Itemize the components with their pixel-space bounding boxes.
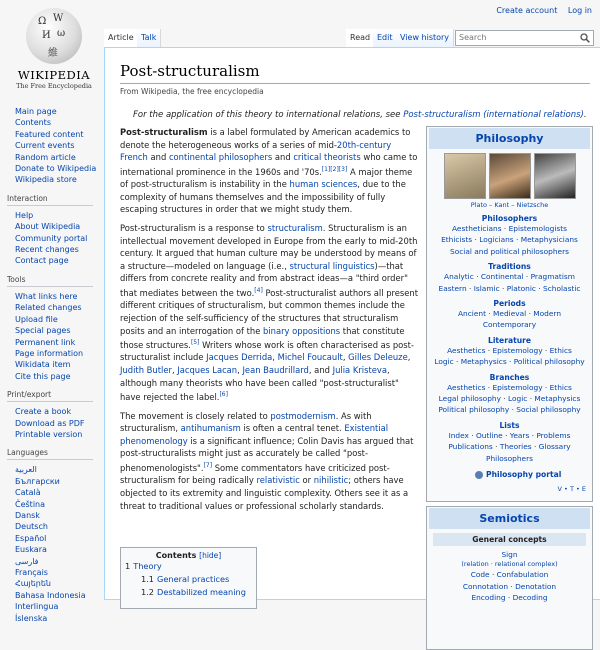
separator-dot: · [529, 430, 537, 440]
navbox-line [427, 271, 592, 282]
toc-number: 1 [125, 561, 131, 571]
hatnote [133, 110, 587, 120]
language-link[interactable]: Íslenska [15, 613, 48, 623]
navbox-link[interactable]: Problems [536, 430, 571, 440]
text: , [171, 365, 178, 376]
navbox-section-heading[interactable]: Periods [493, 299, 526, 309]
text: , [237, 365, 243, 376]
language-link[interactable]: Čeština [15, 499, 46, 509]
text: Post-structuralism is a response to [120, 222, 268, 233]
navbox-link[interactable]: Aesthetics [447, 382, 486, 392]
separator-dot: · [485, 309, 494, 319]
navbox-link[interactable]: Islamic [473, 283, 500, 293]
sidebar-print-export [0, 390, 104, 440]
paragraph [120, 126, 420, 216]
language-link[interactable]: Български [15, 476, 60, 486]
toc-header [121, 551, 256, 560]
toc-item[interactable] [121, 573, 256, 586]
link-human-sciences[interactable]: human sciences [289, 179, 358, 190]
semiotics-sign-note[interactable]: (relation · relational complex) [461, 560, 558, 569]
text: , [342, 352, 349, 363]
language-link[interactable]: Dansk [15, 510, 40, 520]
sidebar-item-special-pages[interactable]: Special pages [15, 326, 71, 336]
semiotics-line [427, 581, 592, 592]
navbox-link[interactable]: Ethicists [441, 235, 473, 245]
navbox-line [427, 382, 592, 393]
navbox-line [427, 246, 592, 257]
toc-number: 1.2 [141, 587, 155, 597]
sidebar-item-download-pdf[interactable]: Download as PDF [15, 418, 85, 428]
navbox-link[interactable]: Publications [448, 442, 493, 452]
link-binary-oppositions[interactable]: binary oppositions [263, 325, 341, 336]
text: , and [308, 365, 333, 376]
semiotics-lines [427, 569, 592, 603]
sidebar-interaction [0, 194, 104, 267]
navbox-link[interactable]: Eastern [438, 283, 467, 293]
sidebar-item-upload-file[interactable]: Upload file [15, 314, 58, 324]
search-input[interactable] [455, 30, 594, 46]
navbox-line [427, 393, 592, 404]
link-structuralism[interactable]: structuralism [267, 222, 323, 233]
separator-dot: · [500, 394, 509, 404]
navbox-line [427, 453, 592, 464]
language-link[interactable]: Español [15, 533, 47, 543]
semiotics-navbox [426, 506, 593, 650]
navbox-link[interactable]: Index [448, 430, 469, 440]
sidebar-languages [0, 448, 104, 624]
navbox-link[interactable]: Metaphysics [460, 357, 507, 367]
language-link[interactable]: Հայերեն [15, 579, 51, 589]
text: is often a central tenet. [240, 423, 345, 434]
link-jacques-derrida[interactable]: Jacques Derrida [206, 352, 273, 363]
puzzle-globe-icon: Ω W И ω 維 [26, 8, 82, 64]
sidebar-tools [0, 275, 104, 382]
navbox-link[interactable]: Glossary [538, 442, 571, 452]
sidebar [0, 104, 104, 632]
hatnote-end: . [583, 110, 587, 120]
nietzsche-portrait[interactable] [534, 153, 576, 199]
sidebar-item-recent-changes[interactable]: Recent changes [15, 245, 79, 255]
sidebar-item-donate[interactable]: Donate to Wikipedia [15, 164, 97, 174]
separator-dot: · [468, 430, 476, 440]
language-link[interactable]: Français [15, 568, 48, 577]
title-divider [120, 83, 590, 84]
sidebar-item-contact-page[interactable]: Contact page [15, 256, 69, 266]
link-existential-phenomenology[interactable]: Existential phenomenology [120, 423, 389, 446]
text: , due to the complexity of humans themselves and the impossibility of fully escaping structures in order that we might study them. [120, 179, 406, 215]
navbox-sections [427, 214, 592, 464]
toc-title: Contents [155, 551, 197, 560]
sidebar-item-help[interactable]: Help [15, 210, 34, 220]
text: is a significant influence; Colin Davis has argued that post-structuralists might just as accurately be called "post-phenomenologists". [120, 435, 414, 473]
citation[interactable]: [5] [190, 339, 200, 347]
navbox-line [427, 404, 592, 415]
tab-edit[interactable]: Edit [373, 29, 398, 47]
tab-read[interactable]: Read [346, 29, 375, 47]
semiotics-link[interactable]: Code [470, 570, 490, 580]
navbox-link[interactable]: Logic [508, 394, 528, 404]
navbox-link[interactable]: Social and political philosophers [450, 246, 569, 256]
navbox-vte-links[interactable]: V • T • E [557, 485, 586, 494]
text: and [272, 152, 294, 163]
navbox-link[interactable]: Logicians [479, 235, 514, 245]
navbox-link[interactable]: Continental [480, 272, 524, 282]
logo-tagline: The Free Encyclopedia [16, 82, 92, 90]
language-link[interactable]: Interlingua [15, 602, 59, 612]
text: is a label formulated by American academics to denote the heterogeneous works of a series of mid- [120, 127, 411, 150]
separator-dot: · [506, 357, 514, 367]
link-structural-linguistics[interactable]: structural linguistics [289, 260, 375, 271]
separator-dot: · [501, 224, 509, 233]
paragraph [120, 222, 420, 404]
link-gilles-deleuze[interactable]: Gilles Deleuze [348, 352, 408, 363]
philosophy-navbox [426, 126, 593, 502]
semiotics-link[interactable]: Encoding [471, 593, 506, 603]
navbox-link[interactable]: Pragmatism [530, 272, 575, 282]
link-20th-century-french[interactable]: 20th-century French [120, 139, 392, 163]
language-link[interactable]: Català [15, 488, 41, 498]
portrait-caption[interactable]: Plato – Kant – Nietzsche [470, 201, 549, 209]
separator-dot: · [509, 405, 517, 415]
logo-wordmark: WIKIPEDIA [17, 68, 91, 82]
sidebar-item-page-information[interactable]: Page information [15, 348, 84, 358]
separator-dot: · [499, 283, 507, 293]
link-continental-philosophers[interactable]: continental philosophers [168, 152, 273, 163]
navbox-link[interactable]: Scholastic [543, 283, 581, 293]
sidebar-item-create-book[interactable]: Create a book [15, 407, 72, 417]
link-critical-theorists[interactable]: critical theorists [293, 152, 361, 163]
sidebar-item-featured-content[interactable]: Featured content [15, 129, 84, 139]
link-jacques-lacan[interactable]: Jacques Lacan [177, 365, 238, 376]
portal-label: Philosophy portal [486, 470, 562, 480]
separator-dot: · [489, 570, 497, 580]
text: A major theme of post-structuralism is instability in the [120, 166, 413, 190]
separator-dot: · [492, 442, 500, 452]
navbox-link[interactable]: Political philosophy [438, 405, 510, 415]
sidebar-item-wikidata-item[interactable]: Wikidata item [15, 360, 71, 370]
navbox-section-heading[interactable]: Literature [487, 335, 532, 345]
navbox-line [427, 223, 592, 234]
semiotics-link[interactable]: Connotation [462, 581, 509, 591]
navbox-link[interactable]: Political philosophy [513, 357, 585, 367]
portrait-row [427, 153, 592, 199]
navbox-title[interactable]: Philosophy [429, 128, 590, 149]
navbox-line [427, 345, 592, 356]
separator-dot: · [485, 345, 493, 355]
paragraph [120, 410, 420, 513]
separator-dot: · [505, 593, 513, 603]
navbox-section-heading[interactable]: Philosophers [481, 214, 538, 223]
toc-number: 1.1 [141, 574, 155, 584]
navbox-link[interactable]: Epistemology [492, 345, 543, 355]
navbox-link[interactable]: Platonic [506, 283, 536, 293]
separator-dot: · [527, 394, 535, 404]
separator-dot: · [526, 309, 534, 319]
navbox-link[interactable]: Epistemology [492, 382, 543, 392]
text: who came to international prominence in the 1960s and '70s. [120, 152, 418, 177]
separator-dot: · [523, 272, 531, 282]
link-jean-baudrillard[interactable]: Jean Baudrillard [242, 365, 309, 376]
navbox-line [427, 430, 592, 441]
separator-dot: · [502, 430, 510, 440]
link-relativistic[interactable]: relativistic [256, 475, 300, 486]
semiotics-line [427, 592, 592, 603]
text: Some commentators have criticized post-structuralism for being radically [120, 462, 390, 486]
navbox-link[interactable]: Epistemologists [508, 224, 567, 233]
navbox-link[interactable]: Theories [499, 442, 532, 452]
navbox-link[interactable]: Ethics [549, 382, 572, 392]
lead-term: Post-structuralism [120, 127, 208, 137]
navbox-line [427, 234, 592, 245]
separator-dot: · [535, 283, 544, 293]
wikipedia-logo[interactable] [8, 6, 100, 98]
tab-view-history[interactable]: View history [396, 29, 454, 47]
page-title: Post-structuralism [120, 62, 260, 80]
search-icon[interactable] [580, 33, 590, 43]
semiotics-link[interactable]: Decoding [512, 593, 548, 603]
navbox-line [427, 283, 592, 294]
sidebar-heading-tools: Tools [7, 275, 93, 287]
page-tabs [104, 29, 600, 47]
semiotics-subheading: General concepts [433, 533, 586, 546]
link-judith-butler[interactable]: Judith Butler [120, 365, 172, 376]
sidebar-heading-languages: Languages [7, 448, 93, 460]
toc-item[interactable] [121, 586, 256, 599]
language-link[interactable]: Deutsch [15, 522, 48, 532]
language-link[interactable]: العربية [15, 465, 37, 475]
navbox-link[interactable]: Aesthetics [447, 345, 486, 355]
semiotics-link[interactable]: Denotation [515, 581, 557, 591]
site-subtitle: From Wikipedia, the free encyclopedia [120, 87, 264, 96]
navbox-link[interactable]: Metaphysicians [520, 235, 578, 245]
citation[interactable]: [7] [203, 462, 213, 470]
link-michel-foucault[interactable]: Michel Foucault [277, 352, 343, 363]
navbox-line [427, 441, 592, 452]
article-content [104, 47, 600, 603]
sidebar-navigation [0, 106, 104, 186]
create-account-link[interactable]: Create account [496, 6, 558, 15]
semiotics-title[interactable]: Semiotics [429, 508, 590, 529]
text: , [272, 352, 278, 363]
navbox-link[interactable]: Medieval [493, 309, 527, 319]
toc-item[interactable] [121, 560, 256, 573]
citation[interactable]: [6] [219, 391, 228, 399]
navbox-section-heading[interactable]: Lists [499, 420, 520, 430]
text: The movement is closely related to [120, 410, 271, 421]
sidebar-item-printable-version[interactable]: Printable version [15, 429, 83, 439]
navbox-line [427, 356, 592, 367]
language-link[interactable]: فارسی [15, 556, 39, 566]
sidebar-item-current-events[interactable]: Current events [15, 141, 75, 151]
article-body [120, 126, 420, 518]
toc-label: Theory [133, 561, 162, 571]
semiotics-link[interactable]: Confabulation [496, 570, 549, 580]
navbox-link[interactable]: Ancient [457, 309, 486, 319]
language-link[interactable]: Euskara [15, 545, 47, 555]
log-in-link[interactable]: Log in [567, 6, 592, 15]
sidebar-heading-interaction: Interaction [7, 194, 93, 206]
link-nihilistic[interactable]: nihilistic [313, 475, 349, 486]
text: . Structuralism is an intellectual movement developed in Europe from the early to mid-20th century. It argued that human culture may be understood by means of a structure—modeled on language (i.e., [120, 222, 418, 271]
navbox-link[interactable]: Philosophers [486, 453, 533, 463]
navbox-line [427, 308, 592, 319]
navbox-section-heading[interactable]: Branches [489, 372, 530, 382]
text: . As with structuralism, [120, 410, 372, 434]
hatnote-text: For the application of this theory to international relations, see [133, 110, 404, 120]
navbox-line [427, 319, 592, 330]
tab-talk[interactable]: Talk [137, 29, 161, 47]
sidebar-item-permanent-link[interactable]: Permanent link [15, 337, 76, 347]
separator-dot: · [453, 357, 461, 367]
navbox-link[interactable]: Aestheticians [451, 224, 502, 233]
portal-icon [475, 471, 483, 479]
text: ; others have objected to its extremity and linguistic complexity. Others see it as a threat to traditional values or professional scholarly standards. [120, 475, 409, 511]
text: that constitute those structures. [120, 325, 405, 350]
separator-dot: · [513, 235, 521, 245]
separator-dot: · [485, 382, 493, 392]
link-postmodernism[interactable]: postmodernism [270, 410, 336, 421]
separator-dot: · [472, 235, 480, 245]
sidebar-item-related-changes[interactable]: Related changes [15, 303, 82, 313]
citation[interactable]: [1][2][3] [321, 165, 348, 173]
personal-tools [488, 6, 592, 15]
text: Writers whose work is often characterised as post-structuralist include [120, 339, 414, 363]
navbox-link[interactable]: Outline [475, 430, 503, 440]
navbox-link[interactable]: Modern [533, 309, 562, 319]
search-placeholder: Search [459, 33, 487, 42]
sidebar-item-about[interactable]: About Wikipedia [15, 222, 81, 232]
navbox-link[interactable]: Contemporary [482, 320, 537, 330]
separator-dot: · [473, 272, 481, 282]
sidebar-item-main-page[interactable]: Main page [15, 107, 57, 116]
separator-dot: · [542, 345, 550, 355]
sidebar-item-what-links-here[interactable]: What links here [15, 291, 78, 301]
text: , although many theorists who have been called "post-structuralist" have rejected the label. [120, 365, 399, 403]
text: and [147, 152, 169, 163]
navbox-link[interactable]: Years [509, 430, 530, 440]
link-julia-kristeva[interactable]: Julia Kristeva [332, 365, 387, 376]
sidebar-item-community-portal[interactable]: Community portal [15, 233, 88, 243]
separator-dot: · [466, 283, 474, 293]
navbox-link[interactable]: Legal philosophy [438, 394, 501, 404]
citation[interactable]: [4] [254, 286, 263, 294]
navbox-link[interactable]: Social philosophy [516, 405, 581, 415]
plato-portrait[interactable] [444, 153, 486, 199]
text: Post-structuralist authors all present different critiques of structuralism, but common themes include the rejection of the self-sufficiency of the structures that structuralism posits and an interrogation of the [120, 287, 419, 336]
semiotics-sign-link[interactable]: Sign [501, 550, 518, 559]
sidebar-heading-print: Print/export [7, 390, 93, 402]
text: )—that differs from concrete reality and from abstract ideas—a "third order" that mediates between the two. [120, 260, 408, 298]
sidebar-item-contents[interactable]: Contents [15, 118, 51, 128]
toc-hide-toggle[interactable]: [hide] [199, 551, 222, 560]
separator-dot: · [531, 442, 539, 452]
sidebar-item-cite-this-page[interactable]: Cite this page [15, 371, 71, 381]
navbox-section-heading[interactable]: Traditions [488, 262, 531, 272]
navbox-link[interactable]: Ethics [549, 345, 572, 355]
navbox-link[interactable]: Analytic [444, 272, 474, 282]
navbox-link[interactable]: Logic [434, 357, 454, 367]
separator-dot: · [508, 581, 516, 591]
sidebar-item-store[interactable]: Wikipedia store [15, 175, 77, 185]
toc-label: General practices [157, 574, 230, 584]
sidebar-item-random-article[interactable]: Random article [15, 152, 76, 162]
tab-article[interactable]: Article [104, 29, 139, 47]
separator-dot: · [542, 382, 550, 392]
toc-label: Destabilized meaning [157, 587, 246, 597]
semiotics-line [427, 569, 592, 580]
navbox-link[interactable]: Metaphysics [534, 394, 581, 404]
text: or [299, 475, 314, 486]
language-link[interactable]: Bahasa Indonesia [15, 590, 86, 600]
text: , [407, 352, 411, 363]
philosophy-portal-link[interactable] [427, 470, 592, 479]
link-antihumanism[interactable]: antihumanism [180, 423, 241, 434]
kant-portrait[interactable] [489, 153, 531, 199]
hatnote-link[interactable]: Post-structuralism (international relations) [403, 110, 584, 120]
